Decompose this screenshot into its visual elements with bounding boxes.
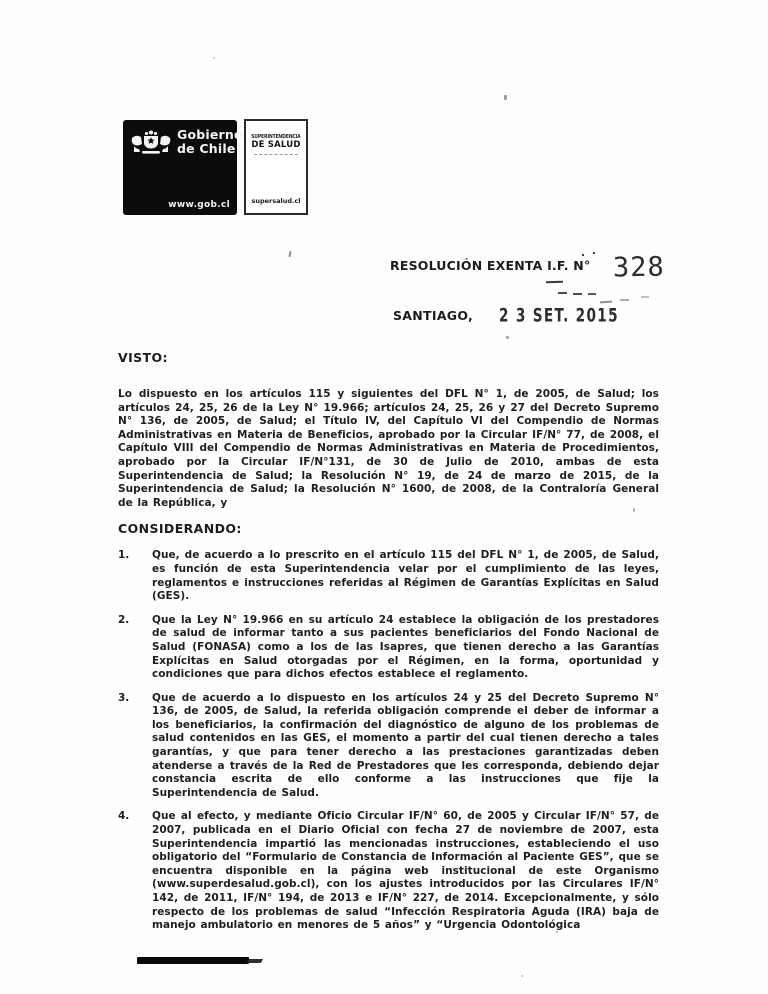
city-label: SANTIAGO, — [393, 308, 474, 323]
item-text: Que la Ley N° 19.966 en su artículo 24 establece la obligación de los prestadores de salud de informar tanto a sus pacientes beneficiarios del Fondo Nacional de Salud (FONASA) como a los de las Isapres, que tienen derecho a las Garantías Explícitas en Salud otorgadas por el Régimen, en la forma, oportunidad y condiciones que para dichos efectos establece el reglamento. — [152, 613, 659, 681]
scan-speck — [504, 95, 507, 100]
considerando-item-2 — [118, 614, 659, 682]
considerando-item-4 — [118, 810, 659, 932]
scan-speck — [521, 975, 523, 977]
superintendencia-de-salud-logo — [244, 119, 308, 215]
considerando-heading: CONSIDERANDO: — [118, 521, 242, 537]
city-date-line — [393, 305, 635, 327]
scan-speck — [213, 57, 215, 59]
item-text: Que de acuerdo a lo dispuesto en los artículos 24 y 25 del Decreto Supremo N° 136, de 2005, de Salud, la referida obligación comprende el deber de informar a los beneficiarios, la confirmación del diagnóstico de alguno de los problemas de salud contenidos en las GES, el momento a partir del cual tienen derecho a tales garantías, y que para tener derecho a las prestaciones garantizadas deben atenderse a través de la Red de Prestadores que les corresponda, debiendo dejar constancia escrita de ello conforme a las instrucciones que fije la Superintendencia de Salud. — [152, 691, 659, 799]
item-number: 1. — [118, 549, 130, 562]
scan-speck — [506, 336, 509, 339]
salud-logo-line1: SUPERINTENDENCIA — [251, 134, 301, 140]
date-stamp: 2 3 SET. 2015 — [499, 305, 619, 327]
chile-coat-of-arms-icon — [130, 129, 172, 155]
item-number: 2. — [118, 613, 130, 626]
salud-logo-line2: DE SALUD — [251, 140, 301, 150]
item-number: 3. — [118, 691, 130, 704]
pencil-dash-mark — [573, 293, 582, 295]
redaction-bar — [137, 957, 249, 964]
pen-dot-mark — [593, 252, 595, 254]
salud-logo-url: supersalud.cl — [251, 197, 301, 205]
considerando-item-3 — [118, 692, 659, 801]
scan-speck — [288, 251, 291, 257]
pencil-dash-mark — [558, 292, 567, 294]
pencil-dash-mark — [620, 299, 629, 301]
pencil-dash-mark — [600, 301, 612, 304]
item-text: Que al efecto, y mediante Oficio Circular IF/N° 60, de 2005 y Circular IF/N° 57, de 2007, publicada en el Diario Oficial con fecha 27 de noviembre de 2007, esta Superintendencia impartió las mencionadas instrucciones, estableciendo el uso obligatorio del “Formulario de Constancia de Información al Paciente GES”, que se encuentra disponible en la página web institucional de este Organismo (www.superdesalud.gob.cl), con los ajustes introducidos por las Circulares IF/N° 142, de 2011, IF/N° 194, de 2013 e IF/N° 227, de 2014. Excepcionalmente, y sólo respecto de los problemas de salud “Infección Respiratoria Aguda (IRA) baja de manejo ambulatorio en menores de 5 años” y “Urgencia Odontológica — [152, 810, 659, 932]
pen-dot-mark — [582, 254, 584, 256]
document-body — [118, 350, 659, 943]
redaction-bar-tail — [247, 959, 263, 963]
resolution-label: RESOLUCIÓN EXENTA I.F. N° — [390, 258, 591, 273]
resolution-title — [390, 251, 666, 284]
gobierno-logo-line1: Gobierno — [177, 127, 243, 142]
salud-logo-rule — [254, 154, 298, 155]
gobierno-de-chile-logo — [123, 120, 243, 215]
item-text: Que, de acuerdo a lo prescrito en el artículo 115 del DFL N° 1, de 2005, de Salud, es función de esta Superintendencia velar por el cumplimiento de las leyes, reglamentos e instrucciones referidas al Régimen de Garantías Explícitas en Salud (GES). — [152, 549, 659, 603]
gobierno-logo-line2: de Chile — [177, 140, 236, 156]
scan-speck — [556, 931, 558, 933]
gobierno-logo-url: www.gob.cl — [168, 200, 230, 210]
visto-heading: VISTO: — [118, 350, 168, 365]
visto-paragraph: Lo dispuesto en los artículos 115 y siguientes del DFL N° 1, de 2005, de Salud; los artículos 24, 25, 26 de la Ley N° 19.966; artículos 24, 25, 26 y 27 del Decreto Supremo N° 136, de 2005, de Salud; el Título IV, del Capítulo VI del Compendio de Normas Administrativas en Materia de Beneficios, aprobado por la Circular IF/N° 77, de 2008, el Capítulo VIII del Compendio de Normas Administrativas en Materia de Procedimientos, aprobado por la Circular IF/N°131, de 30 de Julio de 2010, ambas de esta Superintendencia de Salud; la Resolución N° 19, de 24 de marzo de 2015, de la Superintendencia de Salud; la Resolución N° 1600, de 2008, de la Contraloría General de la República, y — [118, 388, 659, 509]
pencil-dash-mark — [588, 293, 596, 295]
considerando-item-1 — [118, 549, 659, 603]
resolution-number-stamp: 328 — [613, 251, 666, 284]
pencil-dash-mark — [641, 296, 649, 298]
item-number: 4. — [118, 810, 130, 823]
scan-speck — [633, 508, 635, 512]
